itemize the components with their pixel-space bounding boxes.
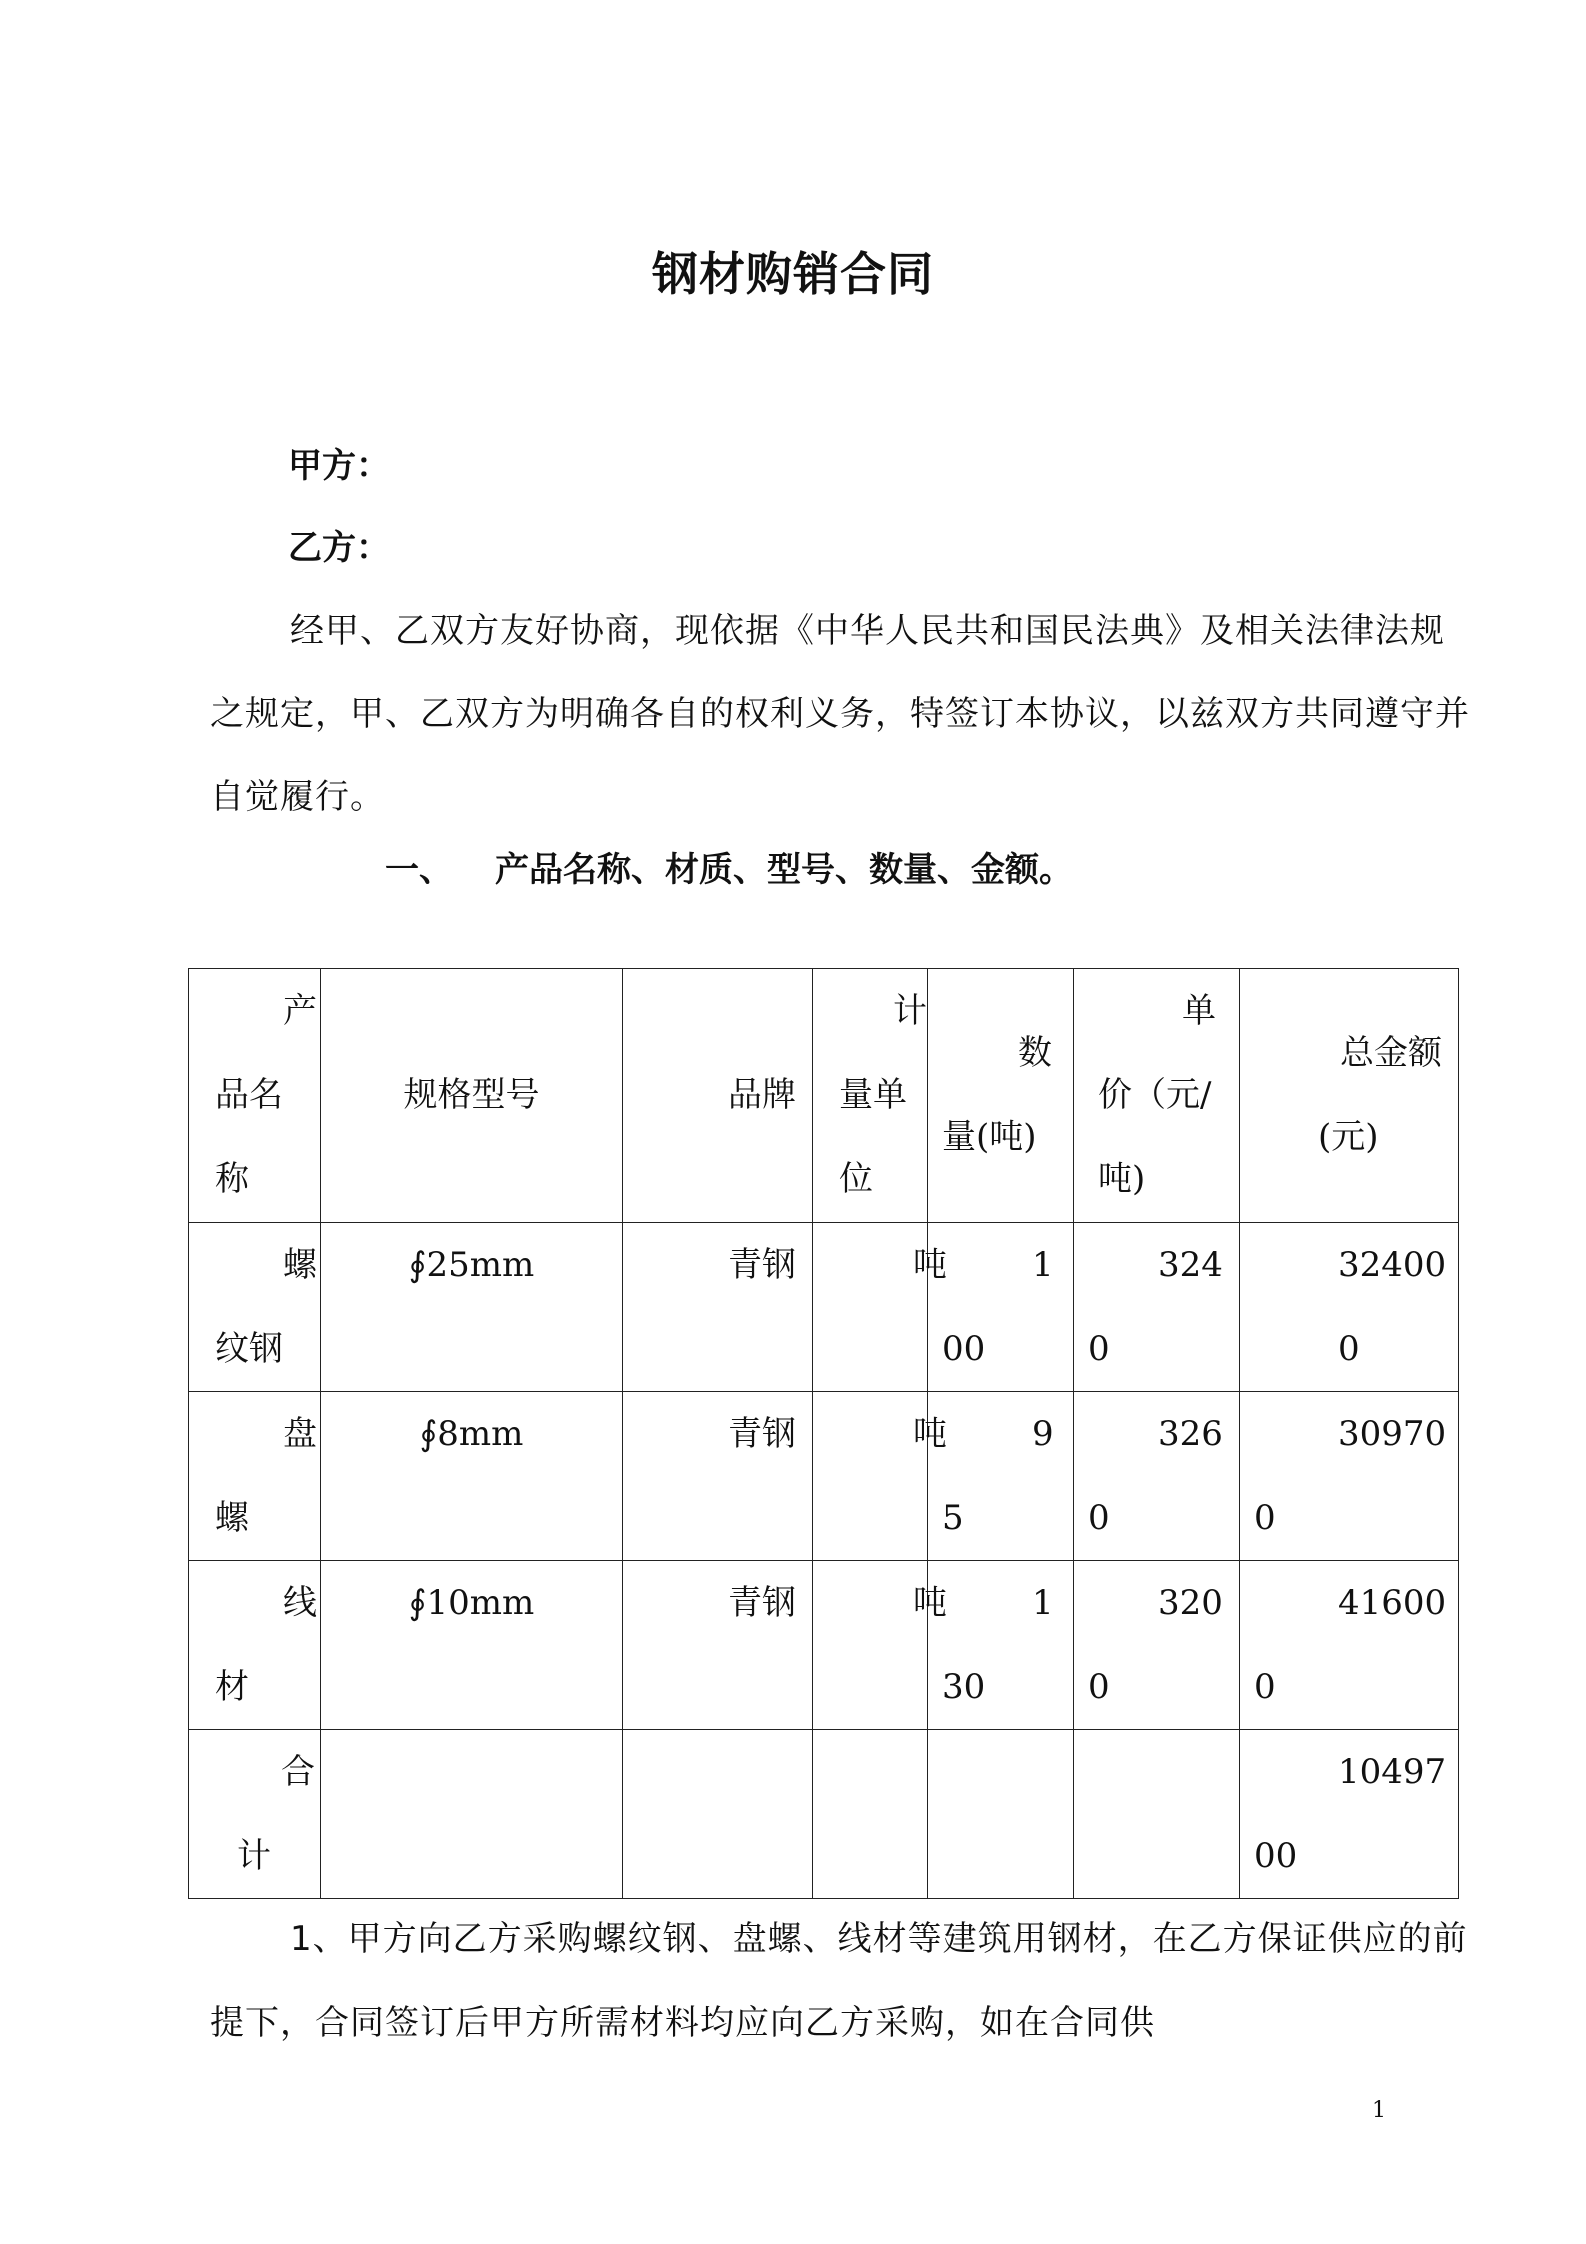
party-b-label: 乙方：	[288, 528, 390, 568]
cell-name: 盘螺	[189, 1392, 321, 1561]
cell-unit: 吨	[813, 1392, 928, 1561]
cell-price: 3200	[1074, 1561, 1240, 1730]
cell-brand: 青钢	[623, 1561, 813, 1730]
header-spec: 规格型号	[321, 969, 623, 1223]
cell-price: 3260	[1074, 1392, 1240, 1561]
cell-price: 3240	[1074, 1223, 1240, 1392]
table-sum-row	[189, 1730, 1459, 1899]
table-row	[189, 1561, 1459, 1730]
cell-unit: 吨	[813, 1561, 928, 1730]
cell-empty	[623, 1730, 813, 1899]
document-title: 钢材购销合同	[652, 247, 934, 301]
cell-brand: 青钢	[623, 1223, 813, 1392]
party-a-label: 甲方：	[288, 446, 390, 486]
cell-qty: 95	[928, 1392, 1074, 1561]
cell-sum-total: 1049700	[1240, 1730, 1459, 1899]
section-title: 产品名称、材质、型号、数量、金额。	[495, 850, 1073, 890]
cell-empty	[321, 1730, 623, 1899]
cell-empty	[813, 1730, 928, 1899]
cell-name: 螺纹钢	[189, 1223, 321, 1392]
intro-paragraph: 经甲、乙双方友好协商，现依据《中华人民共和国民法典》及相关法律法规之规定，甲、乙双方为明确各自的权利义务，特签订本协议，以兹双方共同遵守并自觉履行。	[210, 611, 1470, 817]
cell-qty: 100	[928, 1223, 1074, 1392]
cell-empty	[928, 1730, 1074, 1899]
cell-spec: ∮25mm	[321, 1223, 623, 1392]
cell-name: 线材	[189, 1561, 321, 1730]
table-row	[189, 1223, 1459, 1392]
section-number: 一、	[385, 850, 453, 890]
header-unit: 计量单位	[813, 969, 928, 1223]
cell-spec: ∮10mm	[321, 1561, 623, 1730]
section-heading	[385, 842, 1073, 891]
header-total: 总金额(元)	[1240, 969, 1459, 1223]
table-header-row	[189, 969, 1459, 1223]
cell-qty: 130	[928, 1561, 1074, 1730]
page-number: 1	[1372, 2098, 1386, 2123]
clause-1-paragraph: 1、甲方向乙方采购螺纹钢、盘螺、线材等建筑用钢材，在乙方保证供应的前提下，合同签订后甲方所需材料均应向乙方采购，如在合同供	[210, 1919, 1468, 2043]
cell-total: 324000	[1240, 1223, 1459, 1392]
cell-total: 416000	[1240, 1561, 1459, 1730]
goods-table	[188, 968, 1459, 1899]
header-brand: 品牌	[623, 969, 813, 1223]
header-name: 产品名称	[189, 969, 321, 1223]
cell-brand: 青钢	[623, 1392, 813, 1561]
cell-unit: 吨	[813, 1223, 928, 1392]
cell-sum-label: 合计	[189, 1730, 321, 1899]
header-qty: 数量(吨)	[928, 969, 1074, 1223]
table-row	[189, 1392, 1459, 1561]
cell-empty	[1074, 1730, 1240, 1899]
header-price: 单价（元/吨)	[1074, 969, 1240, 1223]
cell-total: 309700	[1240, 1392, 1459, 1561]
cell-spec: ∮8mm	[321, 1392, 623, 1561]
